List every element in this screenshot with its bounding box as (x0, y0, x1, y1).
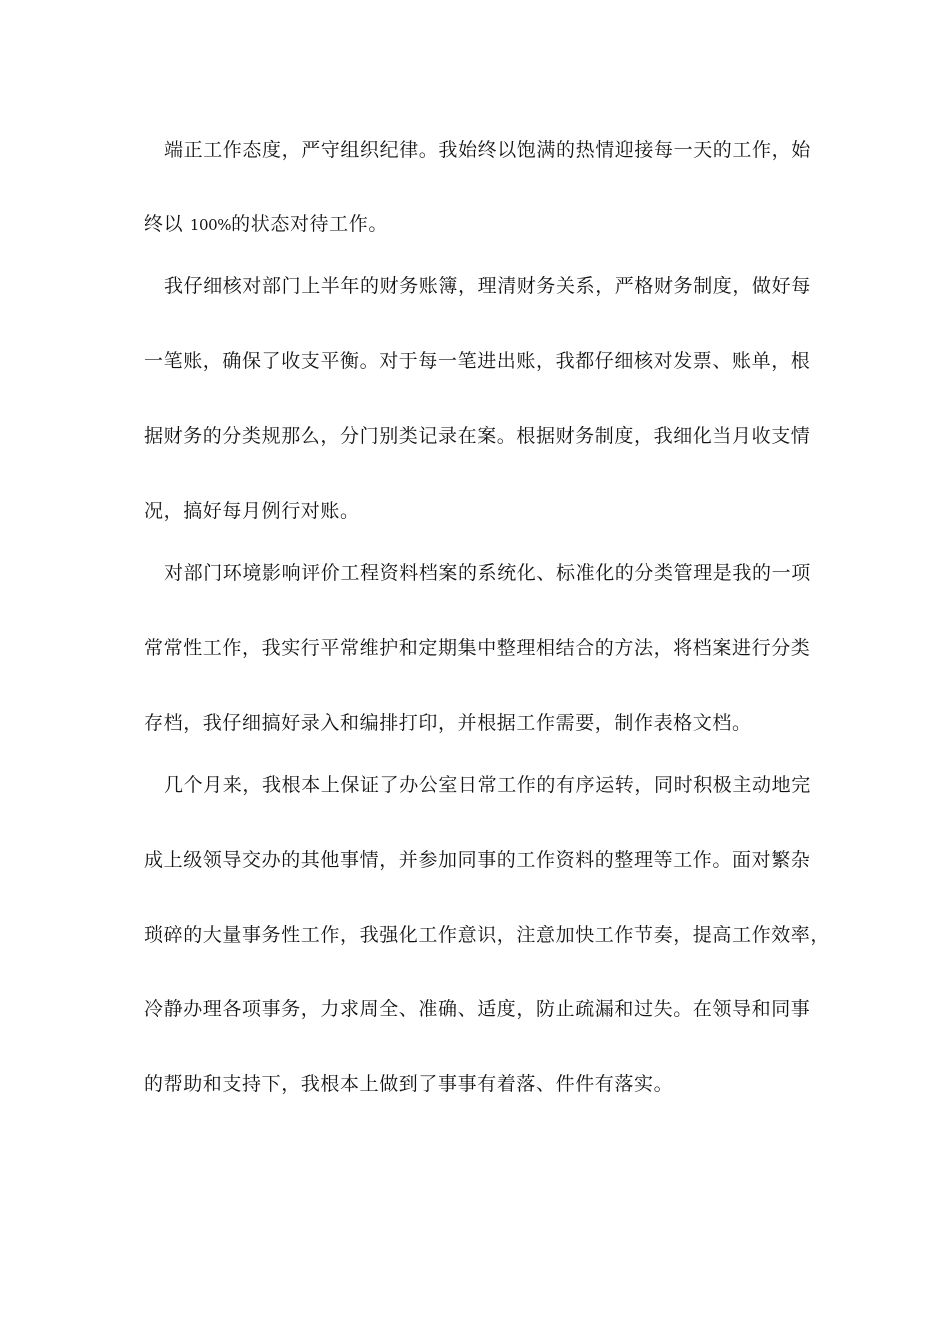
paragraph-2-line-1: 我仔细核对部门上半年的财务账簿，理清财务关系，严格财务制度，做好每 (164, 275, 811, 297)
line-text-after-number: 的状态对待工作。 (231, 213, 388, 235)
paragraph-1-line-1: 端正工作态度，严守组织纪律。我始终以饱满的热情迎接每一天的工作，始 (164, 139, 811, 161)
paragraph-4-line-3: 琐碎的大量事务性工作，我强化工作意识，注意加快工作节奏，提高工作效率， (144, 924, 831, 946)
line-text-before-number: 终以 (144, 213, 190, 235)
paragraph-1-line-2 (144, 212, 806, 237)
paragraph-3-line-3: 存档，我仔细搞好录入和编排打印，并根据工作需要，制作表格文档。 (144, 712, 752, 734)
paragraph-4-line-1: 几个月来，我根本上保证了办公室日常工作的有序运转，同时积极主动地完 (164, 774, 811, 796)
paragraph-2-line-4: 况，搞好每月例行对账。 (144, 500, 360, 522)
paragraph-4-line-4: 冷静办理各项事务，力求周全、准确、适度，防止疏漏和过失。在领导和同事 (144, 998, 811, 1020)
paragraph-2-line-3: 据财务的分类规那么，分门别类记录在案。根据财务制度，我细化当月收支情 (144, 425, 811, 447)
paragraph-4-line-2: 成上级领导交办的其他事情，并参加同事的工作资料的整理等工作。面对繁杂 (144, 849, 811, 871)
paragraph-3-line-1: 对部门环境影响评价工程资料档案的系统化、标准化的分类管理是我的一项 (164, 562, 811, 584)
paragraph-3-line-2: 常常性工作，我实行平常维护和定期集中整理相结合的方法，将档案进行分类 (144, 637, 811, 659)
percentage-value: 100% (189, 216, 232, 234)
paragraph-4-line-5: 的帮助和支持下，我根本上做到了事事有着落、件件有落实。 (144, 1073, 674, 1095)
paragraph-2-line-2: 一笔账，确保了收支平衡。对于每一笔进出账，我都仔细核对发票、账单，根 (144, 350, 811, 372)
